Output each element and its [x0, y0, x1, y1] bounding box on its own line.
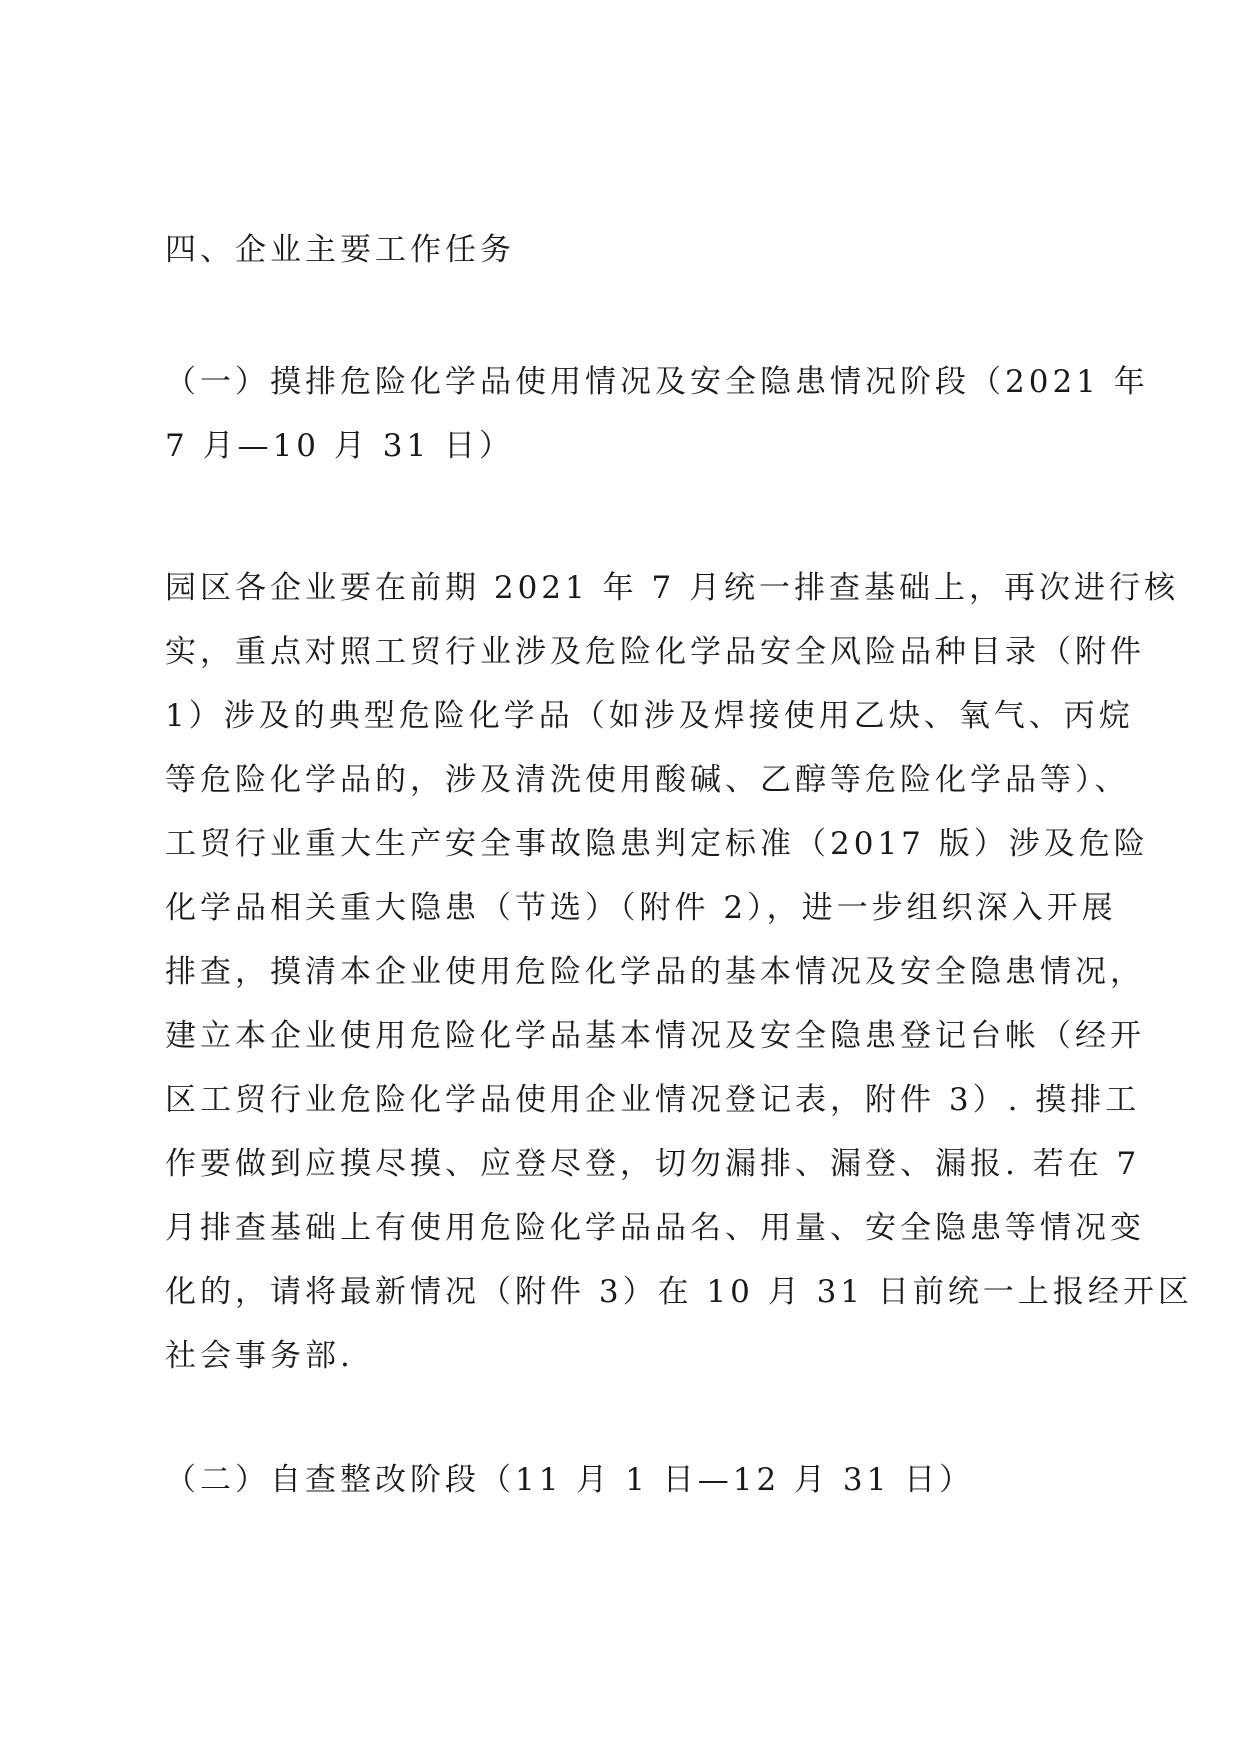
paragraph-line: 建立本企业使用危险化学品基本情况及安全隐患登记台帐（经开 — [165, 1018, 1145, 1054]
paragraph-line: 实，重点对照工贸行业涉及危险化学品安全风险品种目录（附件 — [165, 634, 1145, 670]
paragraph-line: 排查，摸清本企业使用危险化学品的基本情况及安全隐患情况， — [165, 954, 1145, 990]
subsection-1-title-line-2: 7 月—10 月 31 日） — [165, 428, 515, 464]
subsection-2-title: （二）自查整改阶段（11 月 1 日—12 月 31 日） — [165, 1462, 975, 1498]
paragraph-line: 作要做到应摸尽摸、应登尽登，切勿漏排、漏登、漏报. 若在 7 — [165, 1146, 1141, 1182]
body-paragraph — [165, 556, 1193, 1388]
paragraph-line: 区工贸行业危险化学品使用企业情况登记表，附件 3）. 摸排工 — [165, 1082, 1141, 1118]
paragraph-line: 等危险化学品的，涉及清洗使用酸碱、乙醇等危险化学品等）、 — [165, 762, 1130, 798]
paragraph-line: 社会事务部. — [165, 1338, 354, 1374]
subsection-1-title-line-1: （一）摸排危险化学品使用情况及安全隐患情况阶段（2021 年 — [165, 364, 1149, 400]
paragraph-line: 园区各企业要在前期 2021 年 7 月统一排查基础上，再次进行核 — [165, 570, 1180, 606]
paragraph-line: 化学品相关重大隐患（节选）（附件 2），进一步组织深入开展 — [165, 890, 1117, 926]
paragraph-line: 月排查基础上有使用危险化学品品名、用量、安全隐患等情况变 — [165, 1210, 1145, 1246]
paragraph-line: 化的，请将最新情况（附件 3）在 10 月 31 日前统一上报经开区 — [165, 1274, 1193, 1310]
section-heading: 四、企业主要工作任务 — [165, 232, 515, 268]
paragraph-line: 工贸行业重大生产安全事故隐患判定标准（2017 版）涉及危险 — [165, 826, 1149, 862]
paragraph-line: 1）涉及的典型危险化学品（如涉及焊接使用乙炔、氧气、丙烷 — [165, 698, 1134, 734]
